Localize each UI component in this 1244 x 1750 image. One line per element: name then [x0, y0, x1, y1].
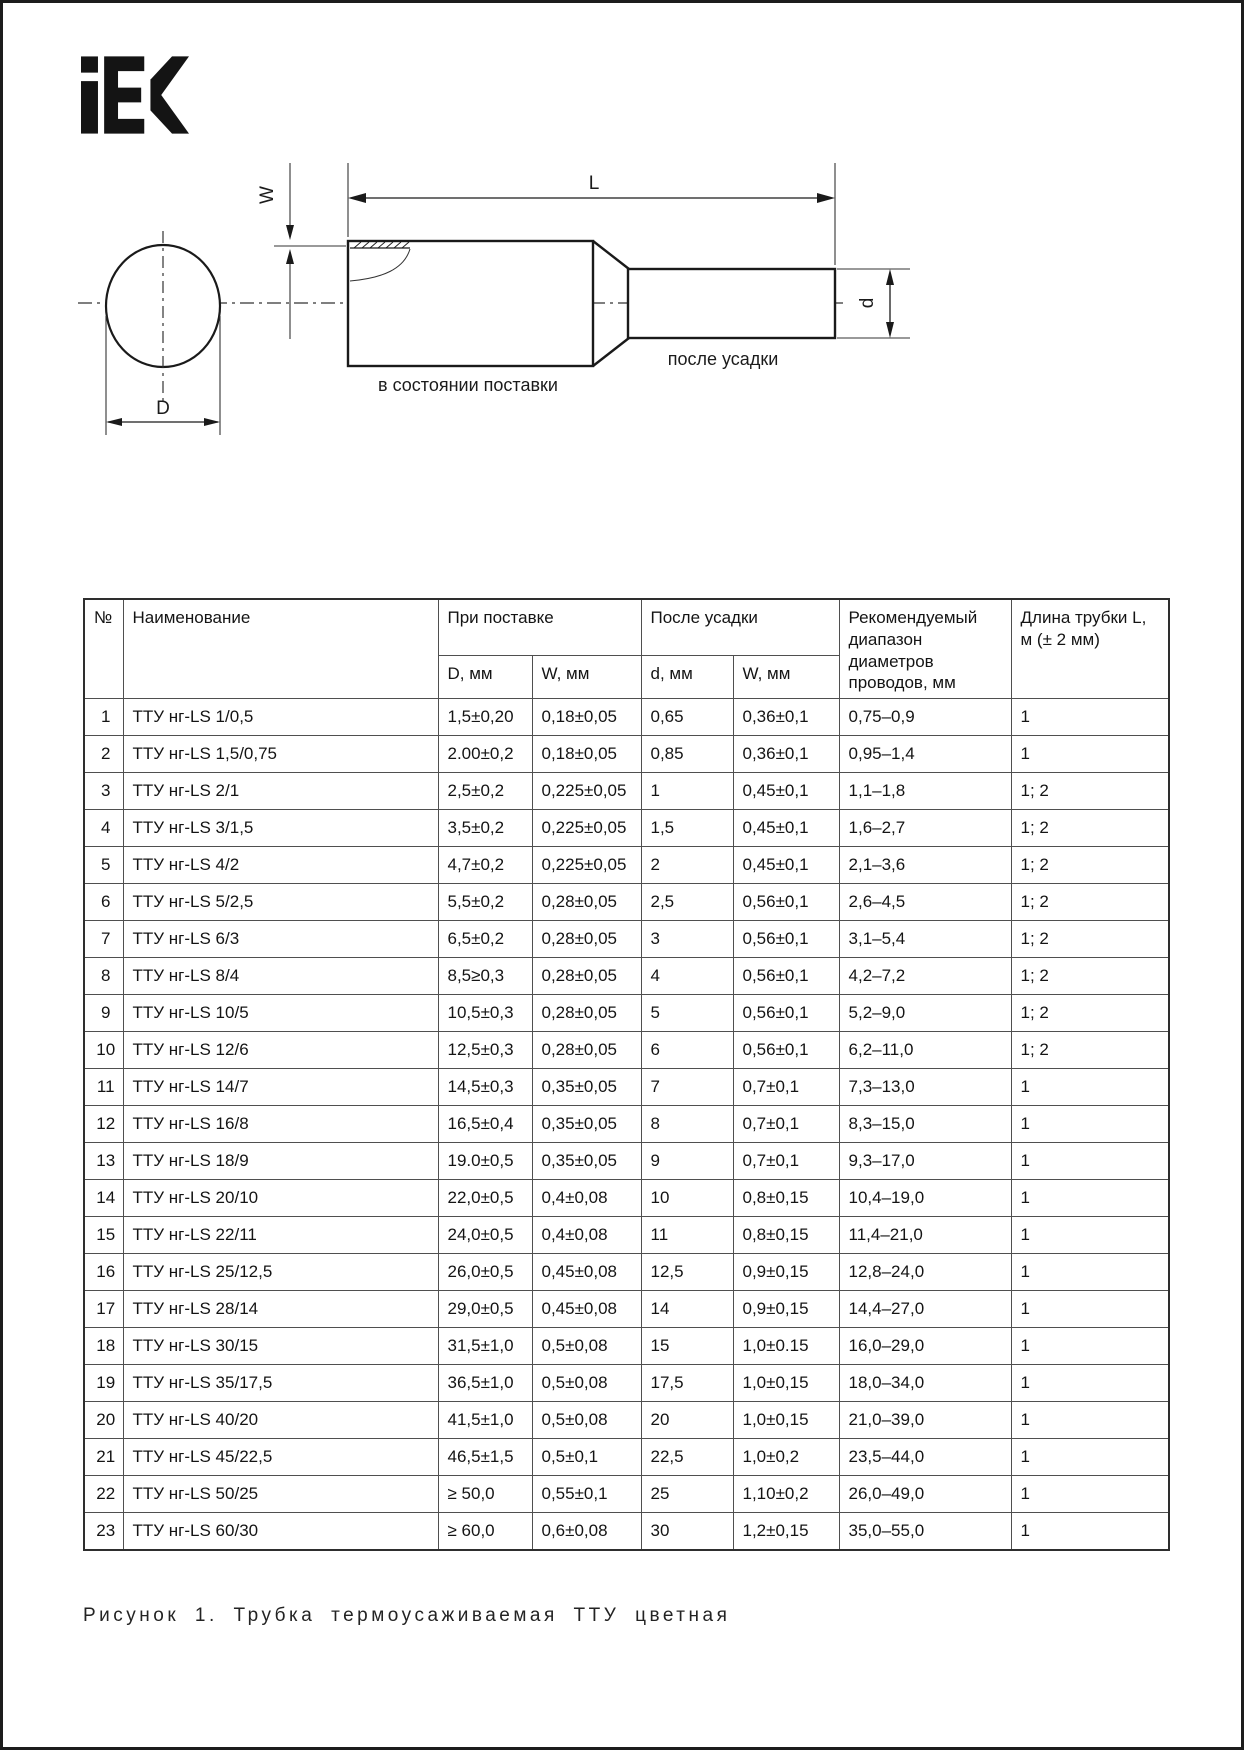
table-row	[84, 1439, 1169, 1476]
cell-length: 1; 2	[1011, 995, 1169, 1032]
cell-w-supply: 0,5±0,1	[532, 1439, 641, 1476]
cell-length: 1	[1011, 1069, 1169, 1106]
cell-range: 6,2–11,0	[839, 1032, 1011, 1069]
cell-name: ТТУ нг-LS 45/22,5	[123, 1439, 438, 1476]
cell-num: 14	[84, 1180, 123, 1217]
cell-d-supply: 12,5±0,3	[438, 1032, 532, 1069]
cell-num: 21	[84, 1439, 123, 1476]
cell-num: 23	[84, 1513, 123, 1550]
cell-d-shrunk: 0,85	[641, 736, 733, 773]
cell-w-supply: 0,28±0,05	[532, 995, 641, 1032]
d-arrow-left	[106, 418, 122, 426]
header-d-mm: D, мм	[438, 655, 532, 698]
table-row	[84, 1069, 1169, 1106]
table-row	[84, 1402, 1169, 1439]
cell-num: 11	[84, 1069, 123, 1106]
cell-d-shrunk: 15	[641, 1328, 733, 1365]
cell-name: ТТУ нг-LS 1,5/0,75	[123, 736, 438, 773]
small-d-arrow-down	[886, 322, 894, 338]
cell-d-shrunk: 11	[641, 1217, 733, 1254]
cell-length: 1	[1011, 1513, 1169, 1550]
tube-shrunk-body	[628, 269, 835, 338]
cell-name: ТТУ нг-LS 3/1,5	[123, 810, 438, 847]
cell-length: 1; 2	[1011, 884, 1169, 921]
cell-num: 7	[84, 921, 123, 958]
cell-w-shrunk: 1,2±0,15	[733, 1513, 839, 1550]
cell-num: 19	[84, 1365, 123, 1402]
cell-d-shrunk: 10	[641, 1180, 733, 1217]
cell-name: ТТУ нг-LS 60/30	[123, 1513, 438, 1550]
cell-length: 1	[1011, 1254, 1169, 1291]
cell-d-supply: 16,5±0,4	[438, 1106, 532, 1143]
cell-w-supply: 0,4±0,08	[532, 1217, 641, 1254]
cell-name: ТТУ нг-LS 18/9	[123, 1143, 438, 1180]
cell-d-shrunk: 12,5	[641, 1254, 733, 1291]
cell-length: 1	[1011, 1106, 1169, 1143]
cell-d-supply: 2,5±0,2	[438, 773, 532, 810]
cell-d-shrunk: 1	[641, 773, 733, 810]
cell-w-shrunk: 1,10±0,2	[733, 1476, 839, 1513]
spec-table	[83, 598, 1170, 1551]
table-row	[84, 736, 1169, 773]
cell-length: 1	[1011, 1143, 1169, 1180]
header-name: Наименование	[123, 599, 438, 699]
cell-length: 1	[1011, 736, 1169, 773]
cell-name: ТТУ нг-LS 20/10	[123, 1180, 438, 1217]
header-num: №	[84, 599, 123, 699]
cell-d-supply: 29,0±0,5	[438, 1291, 532, 1328]
cell-d-supply: ≥ 50,0	[438, 1476, 532, 1513]
cell-w-shrunk: 0,7±0,1	[733, 1106, 839, 1143]
table-row	[84, 1513, 1169, 1550]
cone-bottom	[593, 338, 629, 366]
cell-w-supply: 0,18±0,05	[532, 699, 641, 736]
supply-state-label: в состоянии поставки	[378, 375, 558, 395]
table-row	[84, 1365, 1169, 1402]
cell-w-shrunk: 0,56±0,1	[733, 1032, 839, 1069]
cell-w-shrunk: 0,56±0,1	[733, 958, 839, 995]
cell-w-supply: 0,5±0,08	[532, 1365, 641, 1402]
cell-name: ТТУ нг-LS 1/0,5	[123, 699, 438, 736]
cell-name: ТТУ нг-LS 50/25	[123, 1476, 438, 1513]
cell-length: 1	[1011, 699, 1169, 736]
cell-d-shrunk: 17,5	[641, 1365, 733, 1402]
table-row	[84, 958, 1169, 995]
cell-d-supply: 26,0±0,5	[438, 1254, 532, 1291]
dim-label-w: W	[257, 186, 278, 204]
cell-range: 26,0–49,0	[839, 1476, 1011, 1513]
cell-d-shrunk: 0,65	[641, 699, 733, 736]
cell-length: 1	[1011, 1217, 1169, 1254]
table-row	[84, 810, 1169, 847]
cell-d-supply: 46,5±1,5	[438, 1439, 532, 1476]
cell-w-supply: 0,18±0,05	[532, 736, 641, 773]
cell-name: ТТУ нг-LS 4/2	[123, 847, 438, 884]
cell-length: 1; 2	[1011, 958, 1169, 995]
cell-w-shrunk: 1,0±0,15	[733, 1365, 839, 1402]
cell-d-shrunk: 3	[641, 921, 733, 958]
cell-d-supply: 14,5±0,3	[438, 1069, 532, 1106]
table-row	[84, 699, 1169, 736]
cell-range: 14,4–27,0	[839, 1291, 1011, 1328]
cell-name: ТТУ нг-LS 28/14	[123, 1291, 438, 1328]
table-row	[84, 1291, 1169, 1328]
figure-caption: Рисунок 1. Трубка термоусаживаемая ТТУ цветная	[83, 1605, 731, 1626]
table-row	[84, 921, 1169, 958]
header-length: Длина трубки L, м (± 2 мм)	[1011, 599, 1169, 699]
cell-length: 1; 2	[1011, 773, 1169, 810]
spec-table-body	[84, 699, 1169, 1550]
cell-w-supply: 0,225±0,05	[532, 847, 641, 884]
cell-d-shrunk: 2	[641, 847, 733, 884]
cell-num: 8	[84, 958, 123, 995]
cell-w-supply: 0,225±0,05	[532, 810, 641, 847]
cell-num: 2	[84, 736, 123, 773]
cell-name: ТТУ нг-LS 25/12,5	[123, 1254, 438, 1291]
cell-w-supply: 0,6±0,08	[532, 1513, 641, 1550]
cell-range: 18,0–34,0	[839, 1365, 1011, 1402]
table-row	[84, 1254, 1169, 1291]
cell-d-shrunk: 1,5	[641, 810, 733, 847]
cell-range: 21,0–39,0	[839, 1402, 1011, 1439]
cell-w-shrunk: 0,56±0,1	[733, 884, 839, 921]
cell-w-shrunk: 0,9±0,15	[733, 1254, 839, 1291]
cell-range: 5,2–9,0	[839, 995, 1011, 1032]
cell-w-shrunk: 1,0±0.15	[733, 1328, 839, 1365]
cell-w-shrunk: 0,45±0,1	[733, 847, 839, 884]
cell-d-supply: 8,5≥0,3	[438, 958, 532, 995]
cell-num: 12	[84, 1106, 123, 1143]
header-at-supply: При поставке	[438, 599, 641, 655]
cell-num: 18	[84, 1328, 123, 1365]
cell-d-supply: 10,5±0,3	[438, 995, 532, 1032]
cell-range: 7,3–13,0	[839, 1069, 1011, 1106]
cell-w-supply: 0,5±0,08	[532, 1402, 641, 1439]
cell-w-supply: 0,28±0,05	[532, 921, 641, 958]
cell-num: 5	[84, 847, 123, 884]
cell-w-shrunk: 1,0±0,15	[733, 1402, 839, 1439]
cell-w-shrunk: 0,36±0,1	[733, 699, 839, 736]
cell-d-shrunk: 2,5	[641, 884, 733, 921]
cell-d-supply: 36,5±1,0	[438, 1365, 532, 1402]
table-row	[84, 1476, 1169, 1513]
table-row	[84, 847, 1169, 884]
cell-num: 9	[84, 995, 123, 1032]
header-after-shrink: После усадки	[641, 599, 839, 655]
cell-range: 16,0–29,0	[839, 1328, 1011, 1365]
cell-w-shrunk: 0,56±0,1	[733, 995, 839, 1032]
l-arrow-left	[348, 193, 366, 203]
l-arrow-right	[817, 193, 835, 203]
cell-range: 11,4–21,0	[839, 1217, 1011, 1254]
dim-label-l: L	[588, 173, 600, 194]
cell-d-shrunk: 7	[641, 1069, 733, 1106]
cone-top	[593, 241, 629, 269]
cell-d-shrunk: 8	[641, 1106, 733, 1143]
cell-num: 17	[84, 1291, 123, 1328]
cell-d-supply: 3,5±0,2	[438, 810, 532, 847]
cell-w-supply: 0,35±0,05	[532, 1106, 641, 1143]
cell-d-supply: 5,5±0,2	[438, 884, 532, 921]
cell-range: 2,1–3,6	[839, 847, 1011, 884]
cell-num: 15	[84, 1217, 123, 1254]
cell-w-supply: 0,28±0,05	[532, 958, 641, 995]
cell-w-supply: 0,45±0,08	[532, 1291, 641, 1328]
cell-length: 1	[1011, 1476, 1169, 1513]
w-arrow-up	[286, 249, 294, 264]
header-d-small-mm: d, мм	[641, 655, 733, 698]
table-row	[84, 1328, 1169, 1365]
cell-d-shrunk: 25	[641, 1476, 733, 1513]
cell-range: 0,75–0,9	[839, 699, 1011, 736]
cell-d-supply: 19.0±0,5	[438, 1143, 532, 1180]
cell-name: ТТУ нг-LS 10/5	[123, 995, 438, 1032]
cell-name: ТТУ нг-LS 5/2,5	[123, 884, 438, 921]
cell-d-shrunk: 30	[641, 1513, 733, 1550]
cell-range: 23,5–44,0	[839, 1439, 1011, 1476]
cell-w-supply: 0,55±0,1	[532, 1476, 641, 1513]
cell-d-shrunk: 5	[641, 995, 733, 1032]
cell-w-shrunk: 1,0±0,2	[733, 1439, 839, 1476]
cell-w-supply: 0,45±0,08	[532, 1254, 641, 1291]
table-row	[84, 773, 1169, 810]
cell-d-supply: 31,5±1,0	[438, 1328, 532, 1365]
cell-name: ТТУ нг-LS 16/8	[123, 1106, 438, 1143]
table-row	[84, 1143, 1169, 1180]
w-arrow-down	[286, 225, 294, 240]
cell-length: 1	[1011, 1328, 1169, 1365]
header-w-mm: W, мм	[532, 655, 641, 698]
cell-d-supply: 6,5±0,2	[438, 921, 532, 958]
cell-w-shrunk: 0,7±0,1	[733, 1143, 839, 1180]
cell-num: 3	[84, 773, 123, 810]
cell-range: 12,8–24,0	[839, 1254, 1011, 1291]
cell-d-shrunk: 4	[641, 958, 733, 995]
cell-d-shrunk: 6	[641, 1032, 733, 1069]
cell-w-supply: 0,5±0,08	[532, 1328, 641, 1365]
cell-name: ТТУ нг-LS 8/4	[123, 958, 438, 995]
tube-drawing	[78, 151, 938, 456]
cell-range: 1,6–2,7	[839, 810, 1011, 847]
small-d-arrow-up	[886, 269, 894, 285]
cell-num: 6	[84, 884, 123, 921]
cell-w-supply: 0,28±0,05	[532, 1032, 641, 1069]
header-w-small-mm: W, мм	[733, 655, 839, 698]
cell-range: 10,4–19,0	[839, 1180, 1011, 1217]
cell-name: ТТУ нг-LS 14/7	[123, 1069, 438, 1106]
cell-w-shrunk: 0,36±0,1	[733, 736, 839, 773]
cell-length: 1	[1011, 1402, 1169, 1439]
cell-range: 9,3–17,0	[839, 1143, 1011, 1180]
cell-num: 10	[84, 1032, 123, 1069]
cell-num: 4	[84, 810, 123, 847]
cell-length: 1; 2	[1011, 847, 1169, 884]
cell-name: ТТУ нг-LS 12/6	[123, 1032, 438, 1069]
table-row	[84, 884, 1169, 921]
cell-w-shrunk: 0,9±0,15	[733, 1291, 839, 1328]
cell-w-supply: 0,35±0,05	[532, 1069, 641, 1106]
cell-range: 4,2–7,2	[839, 958, 1011, 995]
cell-range: 3,1–5,4	[839, 921, 1011, 958]
cell-d-shrunk: 20	[641, 1402, 733, 1439]
dim-label-small-d: d	[857, 297, 878, 309]
cell-range: 8,3–15,0	[839, 1106, 1011, 1143]
cell-w-supply: 0,28±0,05	[532, 884, 641, 921]
cell-d-supply: 2.00±0,2	[438, 736, 532, 773]
tube-supply-body	[348, 241, 593, 366]
iek-logo-icon	[81, 55, 189, 135]
table-row	[84, 1217, 1169, 1254]
iek-logo	[81, 55, 189, 135]
cell-length: 1; 2	[1011, 1032, 1169, 1069]
cell-w-supply: 0,4±0,08	[532, 1180, 641, 1217]
cell-d-supply: 1,5±0,20	[438, 699, 532, 736]
cell-name: ТТУ нг-LS 6/3	[123, 921, 438, 958]
cell-range: 0,95–1,4	[839, 736, 1011, 773]
cell-d-supply: ≥ 60,0	[438, 1513, 532, 1550]
cell-name: ТТУ нг-LS 2/1	[123, 773, 438, 810]
d-arrow-right	[204, 418, 220, 426]
table-row	[84, 995, 1169, 1032]
tube-drawing-svg	[78, 151, 938, 456]
table-row	[84, 1032, 1169, 1069]
cell-w-shrunk: 0,8±0,15	[733, 1180, 839, 1217]
cell-name: ТТУ нг-LS 40/20	[123, 1402, 438, 1439]
cell-length: 1	[1011, 1180, 1169, 1217]
cell-range: 2,6–4,5	[839, 884, 1011, 921]
spec-table-wrap	[83, 598, 1169, 1551]
cell-d-supply: 22,0±0,5	[438, 1180, 532, 1217]
cell-d-shrunk: 14	[641, 1291, 733, 1328]
cell-name: ТТУ нг-LS 35/17,5	[123, 1365, 438, 1402]
table-row	[84, 1106, 1169, 1143]
cell-num: 1	[84, 699, 123, 736]
cell-length: 1	[1011, 1365, 1169, 1402]
cell-w-shrunk: 0,56±0,1	[733, 921, 839, 958]
after-shrink-label: после усадки	[667, 349, 779, 369]
cell-w-shrunk: 0,45±0,1	[733, 810, 839, 847]
cell-length: 1; 2	[1011, 810, 1169, 847]
table-row	[84, 1180, 1169, 1217]
cell-range: 35,0–55,0	[839, 1513, 1011, 1550]
cell-length: 1	[1011, 1439, 1169, 1476]
cell-w-supply: 0,225±0,05	[532, 773, 641, 810]
cell-num: 16	[84, 1254, 123, 1291]
cell-length: 1; 2	[1011, 921, 1169, 958]
dim-label-big-d: D	[156, 398, 170, 419]
cell-d-supply: 41,5±1,0	[438, 1402, 532, 1439]
cell-d-supply: 24,0±0,5	[438, 1217, 532, 1254]
cell-num: 22	[84, 1476, 123, 1513]
cell-d-shrunk: 9	[641, 1143, 733, 1180]
cell-range: 1,1–1,8	[839, 773, 1011, 810]
spec-table-head	[84, 599, 1169, 699]
cell-name: ТТУ нг-LS 22/11	[123, 1217, 438, 1254]
cell-d-supply: 4,7±0,2	[438, 847, 532, 884]
cell-w-shrunk: 0,7±0,1	[733, 1069, 839, 1106]
cell-num: 13	[84, 1143, 123, 1180]
cell-d-shrunk: 22,5	[641, 1439, 733, 1476]
cell-name: ТТУ нг-LS 30/15	[123, 1328, 438, 1365]
cell-w-shrunk: 0,8±0,15	[733, 1217, 839, 1254]
cell-w-shrunk: 0,45±0,1	[733, 773, 839, 810]
cell-length: 1	[1011, 1291, 1169, 1328]
cell-w-supply: 0,35±0,05	[532, 1143, 641, 1180]
header-range: Рекомендуемый диапазон диаметров проводов, мм	[839, 599, 1011, 699]
cell-num: 20	[84, 1402, 123, 1439]
